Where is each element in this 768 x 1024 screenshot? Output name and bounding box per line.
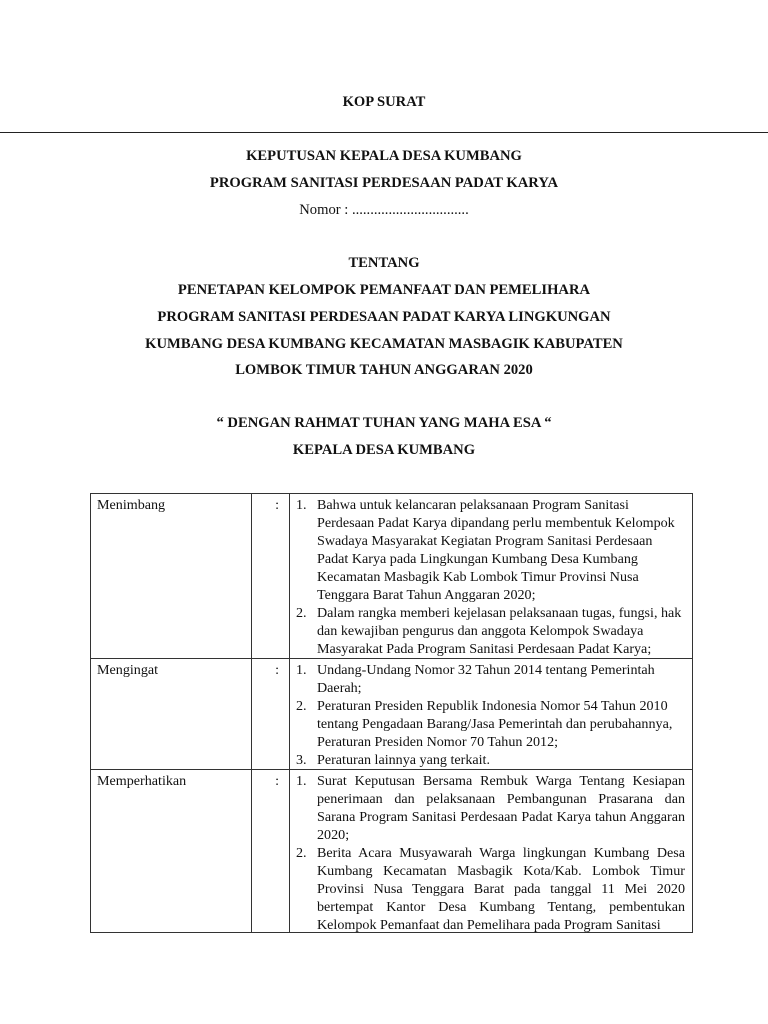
- numbered-list: [296, 661, 685, 769]
- decree-number: Nomor : ................................: [299, 202, 469, 218]
- list-item-number: 3.: [296, 752, 307, 768]
- preamble-authority: KEPALA DESA KUMBANG: [292, 442, 476, 458]
- section-label-mengingat: Mengingat: [91, 659, 252, 770]
- section-colon: :: [252, 659, 290, 770]
- section-colon: :: [252, 494, 290, 659]
- list-item-text: Peraturan lainnya yang terkait.: [317, 752, 490, 768]
- numbered-list: [296, 496, 685, 658]
- list-item: [296, 844, 685, 932]
- subject-heading: TENTANG: [348, 255, 420, 271]
- list-item-number: 2.: [296, 605, 307, 621]
- decree-title-line-2: PROGRAM SANITASI PERDESAAN PADAT KARYA: [209, 175, 559, 191]
- letterhead-divider: [0, 132, 768, 133]
- list-item: [296, 604, 685, 658]
- decree-title-line-1: KEPUTUSAN KEPALA DESA KUMBANG: [246, 148, 522, 164]
- list-item-text: Bahwa untuk kelancaran pelaksanaan Program Sanitasi Perdesaan Padat Karya dipandang perlu membentuk Kelompok Swadaya Masyarakat Kegiatan Program Sanitasi Perdesaan Padat Karya pada Lingkungan Kumbang Desa Kumbang Kecamatan Masbagik Kab Lombok Timur Provinsi Nusa Tenggara Barat Tahun Anggaran 2020;: [317, 497, 675, 603]
- list-item-text: Peraturan Presiden Republik Indonesia Nomor 54 Tahun 2010 tentang Pengadaan Barang/Jasa Pemerintah dan perubahannya, Peraturan Presiden Nomor 70 Tahun 2012;: [317, 698, 673, 750]
- subject-line-2: PROGRAM SANITASI PERDESAAN PADAT KARYA LINGKUNGAN: [157, 309, 611, 325]
- subject-line-4: LOMBOK TIMUR TAHUN ANGGARAN 2020: [235, 362, 533, 378]
- preamble-blessing: “ DENGAN RAHMAT TUHAN YANG MAHA ESA “: [216, 415, 552, 431]
- section-content-mengingat: [290, 659, 693, 770]
- list-item: [296, 496, 685, 604]
- section-label-memperhatikan: Memperhatikan: [91, 770, 252, 933]
- list-item-text: Surat Keputusan Bersama Rembuk Warga Tentang Kesiapan penerimaan dan pelaksanaan Pembangunan Prasarana dan Sarana Program Sanitasi Perdesaan Padat Karya tahun Anggaran 2020;: [317, 773, 685, 843]
- list-item: [296, 697, 685, 751]
- list-item: [296, 661, 685, 697]
- section-colon: :: [252, 770, 290, 933]
- list-item-number: 1.: [296, 773, 307, 789]
- section-label-menimbang: Menimbang: [91, 494, 252, 659]
- list-item-text: Undang-Undang Nomor 32 Tahun 2014 tentang Pemerintah Daerah;: [317, 662, 655, 696]
- list-item-number: 1.: [296, 497, 307, 513]
- section-content-memperhatikan: [290, 770, 693, 933]
- list-item-number: 2.: [296, 845, 307, 861]
- subject-line-1: PENETAPAN KELOMPOK PEMANFAAT DAN PEMELIHARA: [177, 282, 591, 298]
- considerations-table: [90, 493, 693, 933]
- list-item-text: Dalam rangka memberi kejelasan pelaksanaan tugas, fungsi, hak dan kewajiban pengurus dan anggota Kelompok Swadaya Masyarakat Pada Program Sanitasi Perdesaan Padat Karya;: [317, 605, 682, 657]
- letterhead-label: KOP SURAT: [342, 94, 426, 110]
- numbered-list: [296, 772, 685, 932]
- list-item: [296, 751, 685, 769]
- subject-line-3: KUMBANG DESA KUMBANG KECAMATAN MASBAGIK KABUPATEN: [145, 336, 623, 352]
- table-row-memperhatikan: [91, 770, 693, 933]
- list-item-number: 2.: [296, 698, 307, 714]
- list-item-text: Berita Acara Musyawarah Warga lingkungan Kumbang Desa Kumbang Kecamatan Masbagik Kota/Kab. Lombok Timur Provinsi Nusa Tenggara Barat pada tanggal 11 Mei 2020 bertempat Kantor Desa Kumbang Tentang, pembentukan Kelompok Pemanfaat dan Pemelihara pada Program Sanitasi: [317, 845, 685, 932]
- table-row-mengingat: [91, 659, 693, 770]
- list-item-number: 1.: [296, 662, 307, 678]
- table-row-menimbang: [91, 494, 693, 659]
- section-content-menimbang: [290, 494, 693, 659]
- list-item: [296, 772, 685, 844]
